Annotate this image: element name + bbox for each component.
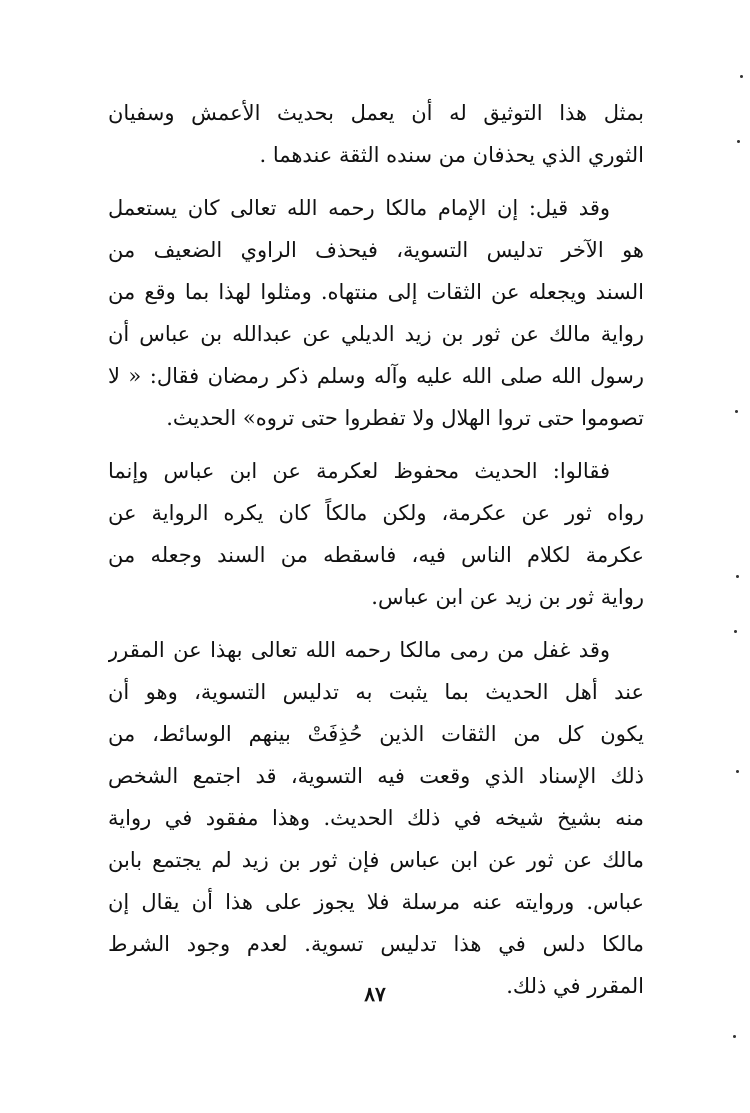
page-number: ٨٧ — [364, 982, 386, 1006]
paragraph-1 — [108, 92, 644, 176]
text-line: وقد قيل: إن الإمام مالكا رحمه الله تعالى كان يستعمل — [108, 196, 610, 220]
scan-speck — [737, 140, 740, 143]
text-line: المقرر في ذلك. — [506, 974, 644, 998]
text-line: وقد غفل من رمى مالكا رحمه الله تعالى بهذا عن المقرر — [108, 638, 610, 662]
scan-speck — [736, 575, 739, 578]
page-body — [108, 92, 644, 1018]
scan-speck — [734, 630, 737, 633]
text-line: منه بشيخ شيخه في ذلك الحديث. وهذا مفقود في رواية — [108, 806, 644, 830]
paragraph-4 — [108, 629, 644, 1007]
text-line: عكرمة لكلام الناس فيه، فاسقطه من السند وجعله من — [108, 543, 644, 567]
text-line: السند ويجعله عن الثقات إلى منتهاه. ومثلوا لهذا بما وقع من — [108, 280, 644, 304]
text-line: تصوموا حتى تروا الهلال ولا تفطروا حتى تروه» الحديث. — [166, 406, 644, 430]
text-line: مالكا دلس في هذا تدليس تسوية. لعدم وجود الشرط — [108, 932, 644, 956]
text-line: الثوري الذي يحذفان من سنده الثقة عندهما . — [259, 143, 644, 167]
paragraph-2 — [108, 187, 644, 439]
text-line: ذلك الإسناد الذي وقعت فيه التسوية، قد اجتمع الشخص — [108, 764, 644, 788]
text-line: رواية مالك عن ثور بن زيد الديلي عن عبدالله بن عباس أن — [108, 322, 644, 346]
paragraph-3 — [108, 450, 644, 618]
text-line: مالك عن ثور عن ابن عباس فإن ثور بن زيد لم يجتمع بابن — [108, 848, 644, 872]
text-line: فقالوا: الحديث محفوظ لعكرمة عن ابن عباس وإنما — [108, 459, 610, 483]
text-line: رواية ثور بن زيد عن ابن عباس. — [371, 585, 644, 609]
scan-speck — [735, 410, 738, 413]
scan-speck — [740, 75, 743, 78]
scan-speck — [733, 1035, 736, 1038]
scan-speck — [736, 770, 739, 773]
text-line: يكون كل من الثقات الذين حُذِفَتْ بينهم الوسائط، من — [108, 722, 644, 746]
text-line: رسول الله صلى الله عليه وآله وسلم ذكر رمضان فقال: « لا — [108, 364, 644, 388]
text-line: عند أهل الحديث بما يثبت به تدليس التسوية، وهو أن — [108, 680, 644, 704]
text-line: هو الآخر تدليس التسوية، فيحذف الراوي الضعيف من — [108, 238, 644, 262]
text-line: عباس. وروايته عنه مرسلة فلا يجوز على هذا أن يقال إن — [108, 890, 644, 914]
text-line: بمثل هذا التوثيق له أن يعمل بحديث الأعمش وسفيان — [108, 101, 644, 125]
text-line: رواه ثور عن عكرمة، ولكن مالكاً كان يكره الرواية عن — [108, 501, 644, 525]
